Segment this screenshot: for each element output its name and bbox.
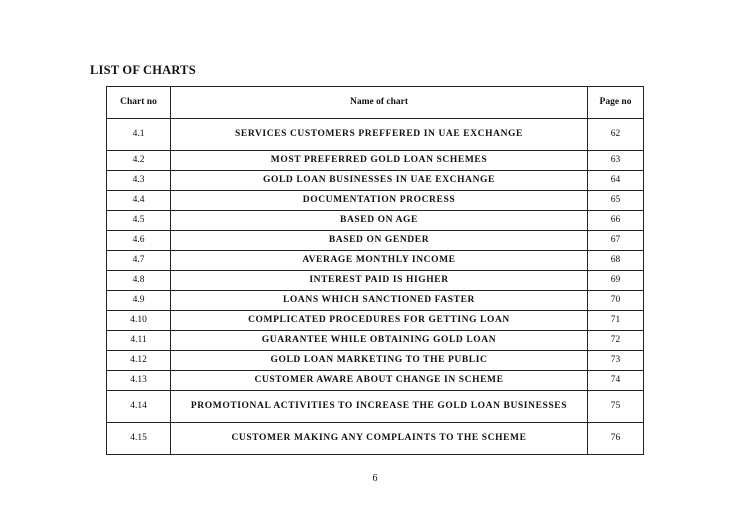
- table-row: [107, 191, 644, 211]
- header-page-no: Page no: [588, 87, 644, 119]
- chart-number-cell: 4.10: [107, 311, 171, 331]
- chart-number-cell: 4.2: [107, 151, 171, 171]
- page-number-cell: 73: [588, 351, 644, 371]
- chart-number-cell: 4.1: [107, 119, 171, 151]
- table-header-row: [107, 87, 644, 119]
- chart-name-cell: DOCUMENTATION PROCRESS: [171, 191, 588, 211]
- chart-name-cell: COMPLICATED PROCEDURES FOR GETTING LOAN: [171, 311, 588, 331]
- table-row: [107, 391, 644, 423]
- header-chart-no: Chart no: [107, 87, 171, 119]
- chart-number-cell: 4.5: [107, 211, 171, 231]
- table-row: [107, 291, 644, 311]
- page-heading: LIST OF CHARTS: [90, 63, 196, 77]
- page-number-cell: 62: [588, 119, 644, 151]
- page-number-cell: 69: [588, 271, 644, 291]
- table-row: [107, 251, 644, 271]
- chart-name-cell: GOLD LOAN MARKETING TO THE PUBLIC: [171, 351, 588, 371]
- page-number-cell: 70: [588, 291, 644, 311]
- table-row: [107, 231, 644, 251]
- table-row: [107, 211, 644, 231]
- chart-name-cell: GUARANTEE WHILE OBTAINING GOLD LOAN: [171, 331, 588, 351]
- chart-number-cell: 4.3: [107, 171, 171, 191]
- chart-name-cell: LOANS WHICH SANCTIONED FASTER: [171, 291, 588, 311]
- chart-number-cell: 4.8: [107, 271, 171, 291]
- chart-number-cell: 4.9: [107, 291, 171, 311]
- chart-name-cell: CUSTOMER AWARE ABOUT CHANGE IN SCHEME: [171, 371, 588, 391]
- chart-number-cell: 4.13: [107, 371, 171, 391]
- table-row: [107, 371, 644, 391]
- chart-name-cell: BASED ON GENDER: [171, 231, 588, 251]
- table-row: [107, 331, 644, 351]
- chart-number-cell: 4.12: [107, 351, 171, 371]
- page-number-cell: 76: [588, 423, 644, 455]
- page-number-cell: 66: [588, 211, 644, 231]
- header-name: Name of chart: [171, 87, 588, 119]
- page-number-cell: 65: [588, 191, 644, 211]
- chart-name-cell: GOLD LOAN BUSINESSES IN UAE EXCHANGE: [171, 171, 588, 191]
- page-number-cell: 64: [588, 171, 644, 191]
- page-number-cell: 74: [588, 371, 644, 391]
- chart-number-cell: 4.15: [107, 423, 171, 455]
- chart-name-cell: INTEREST PAID IS HIGHER: [171, 271, 588, 291]
- table-row: [107, 351, 644, 371]
- table-row: [107, 171, 644, 191]
- chart-number-cell: 4.6: [107, 231, 171, 251]
- table-row: [107, 151, 644, 171]
- table-row: [107, 119, 644, 151]
- chart-name-cell: PROMOTIONAL ACTIVITIES TO INCREASE THE GOLD LOAN BUSINESSES: [171, 391, 588, 423]
- chart-name-cell: MOST PREFERRED GOLD LOAN SCHEMES: [171, 151, 588, 171]
- chart-name-cell: AVERAGE MONTHLY INCOME: [171, 251, 588, 271]
- chart-name-cell: CUSTOMER MAKING ANY COMPLAINTS TO THE SCHEME: [171, 423, 588, 455]
- page-number-cell: 72: [588, 331, 644, 351]
- page-number-cell: 63: [588, 151, 644, 171]
- chart-name-cell: SERVICES CUSTOMERS PREFFERED IN UAE EXCHANGE: [171, 119, 588, 151]
- page-number-cell: 67: [588, 231, 644, 251]
- page-number-cell: 75: [588, 391, 644, 423]
- table-row: [107, 271, 644, 291]
- table-row: [107, 423, 644, 455]
- charts-table: [106, 86, 644, 455]
- page-number-cell: 71: [588, 311, 644, 331]
- chart-name-cell: BASED ON AGE: [171, 211, 588, 231]
- page-number: 6: [372, 473, 378, 484]
- table-row: [107, 311, 644, 331]
- chart-number-cell: 4.11: [107, 331, 171, 351]
- chart-number-cell: 4.14: [107, 391, 171, 423]
- page-number-cell: 68: [588, 251, 644, 271]
- chart-number-cell: 4.4: [107, 191, 171, 211]
- chart-number-cell: 4.7: [107, 251, 171, 271]
